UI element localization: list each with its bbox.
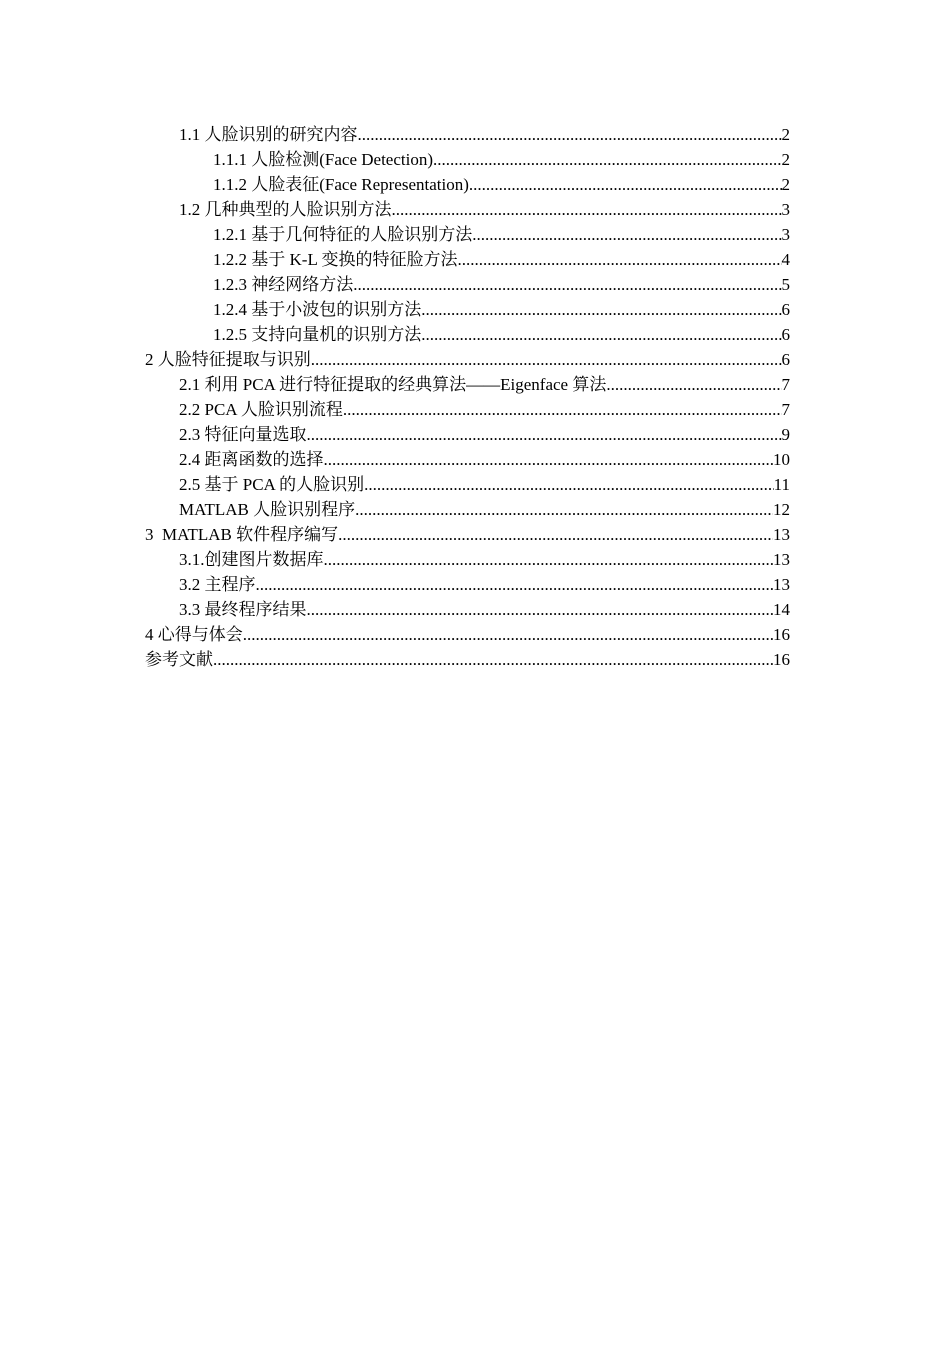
toc-dot-leader <box>421 297 781 322</box>
toc-dot-leader <box>421 322 781 347</box>
toc-dot-leader <box>338 522 773 547</box>
toc-entry-page: 9 <box>781 425 790 444</box>
toc-dot-leader <box>311 347 782 372</box>
toc-entry-title: 1.2.3 神经网络方法 <box>213 275 354 294</box>
toc-entry-page: 13 <box>773 525 790 544</box>
toc-entry-title: 2.4 距离函数的选择 <box>179 450 324 469</box>
toc-entry[interactable] <box>0 497 950 522</box>
toc-dot-leader <box>213 647 773 672</box>
toc-entry-title: 1.1.1 人脸检测(Face Detection) <box>213 150 433 169</box>
toc-entry-title: 2.1 利用 PCA 进行特征提取的经典算法——Eigenface 算法 <box>179 375 607 394</box>
toc-entry[interactable] <box>0 472 950 497</box>
toc-entry-page: 3 <box>781 225 790 244</box>
toc-entry-title: 3.3 最终程序结果 <box>179 600 307 619</box>
toc-entry-page: 7 <box>781 400 790 419</box>
toc-entry-page: 6 <box>781 325 790 344</box>
toc-entry[interactable] <box>0 222 950 247</box>
toc-entry-page: 4 <box>781 250 790 269</box>
toc-entry[interactable] <box>0 172 950 197</box>
toc-entry[interactable] <box>0 122 950 147</box>
toc-entry-page: 2 <box>781 175 790 194</box>
toc-dot-leader <box>324 547 774 572</box>
toc-entry-title: 1.1.2 人脸表征(Face Representation) <box>213 175 469 194</box>
toc-dot-leader <box>307 597 774 622</box>
toc-entry-title: 2.5 基于 PCA 的人脸识别 <box>179 475 365 494</box>
toc-entry-page: 2 <box>781 125 790 144</box>
toc-entry[interactable] <box>0 322 950 347</box>
toc-entry-page: 16 <box>773 650 790 669</box>
toc-dot-leader <box>256 572 774 597</box>
toc-entry-page: 10 <box>773 450 790 469</box>
toc-entry-page: 14 <box>773 600 790 619</box>
toc-entry-page: 5 <box>781 275 790 294</box>
toc-entry[interactable] <box>0 447 950 472</box>
toc-entry[interactable] <box>0 522 950 547</box>
toc-entry-title: 2.3 特征向量选取 <box>179 425 307 444</box>
toc-entry-title: 1.2.5 支持向量机的识别方法 <box>213 325 422 344</box>
toc-entry-page: 11 <box>773 475 790 494</box>
toc-entry-page: 3 <box>781 200 790 219</box>
toc-entry-title: 3 MATLAB 软件程序编写 <box>145 525 339 544</box>
toc-entry[interactable] <box>0 372 950 397</box>
toc-entry-title: 4 心得与体会 <box>145 625 243 644</box>
toc-dot-leader <box>364 472 773 497</box>
toc-entry[interactable] <box>0 397 950 422</box>
table-of-contents <box>0 122 950 672</box>
toc-entry[interactable] <box>0 297 950 322</box>
toc-entry[interactable] <box>0 422 950 447</box>
toc-dot-leader <box>353 272 781 297</box>
toc-entry-page: 6 <box>781 350 790 369</box>
toc-entry-title: 1.2.4 基于小波包的识别方法 <box>213 300 422 319</box>
toc-entry-page: 16 <box>773 625 790 644</box>
toc-dot-leader <box>358 122 782 147</box>
toc-entry-title: MATLAB 人脸识别程序 <box>179 500 356 519</box>
toc-entry[interactable] <box>0 572 950 597</box>
toc-entry-page: 12 <box>773 500 790 519</box>
toc-entry-title: 1.2.2 基于 K-L 变换的特征脸方法 <box>213 250 458 269</box>
toc-entry-title: 1.2 几种典型的人脸识别方法 <box>179 200 392 219</box>
toc-entry-title: 1.1 人脸识别的研究内容 <box>179 125 358 144</box>
toc-dot-leader <box>307 422 782 447</box>
toc-dot-leader <box>243 622 773 647</box>
toc-entry-title: 1.2.1 基于几何特征的人脸识别方法 <box>213 225 473 244</box>
toc-entry[interactable] <box>0 647 950 672</box>
toc-entry-title: 参考文献 <box>145 650 213 669</box>
toc-entry[interactable] <box>0 597 950 622</box>
toc-dot-leader <box>433 147 782 172</box>
toc-dot-leader <box>392 197 782 222</box>
toc-dot-leader <box>343 397 782 422</box>
toc-entry-page: 6 <box>781 300 790 319</box>
toc-entry[interactable] <box>0 197 950 222</box>
toc-entry[interactable] <box>0 272 950 297</box>
toc-dot-leader <box>469 172 782 197</box>
toc-entry[interactable] <box>0 247 950 272</box>
toc-dot-leader <box>606 372 781 397</box>
toc-entry-page: 13 <box>773 550 790 569</box>
toc-entry-title: 3.2 主程序 <box>179 575 256 594</box>
toc-entry[interactable] <box>0 547 950 572</box>
toc-dot-leader <box>472 222 781 247</box>
toc-entry-page: 7 <box>781 375 790 394</box>
toc-entry[interactable] <box>0 147 950 172</box>
toc-dot-leader <box>324 447 774 472</box>
toc-dot-leader <box>355 497 773 522</box>
toc-dot-leader <box>457 247 781 272</box>
toc-entry-page: 2 <box>781 150 790 169</box>
toc-entry-title: 2.2 PCA 人脸识别流程 <box>179 400 343 419</box>
toc-entry[interactable] <box>0 622 950 647</box>
toc-entry-title: 2 人脸特征提取与识别 <box>145 350 311 369</box>
toc-entry[interactable] <box>0 347 950 372</box>
toc-entry-title: 3.1.创建图片数据库 <box>179 550 324 569</box>
toc-entry-page: 13 <box>773 575 790 594</box>
